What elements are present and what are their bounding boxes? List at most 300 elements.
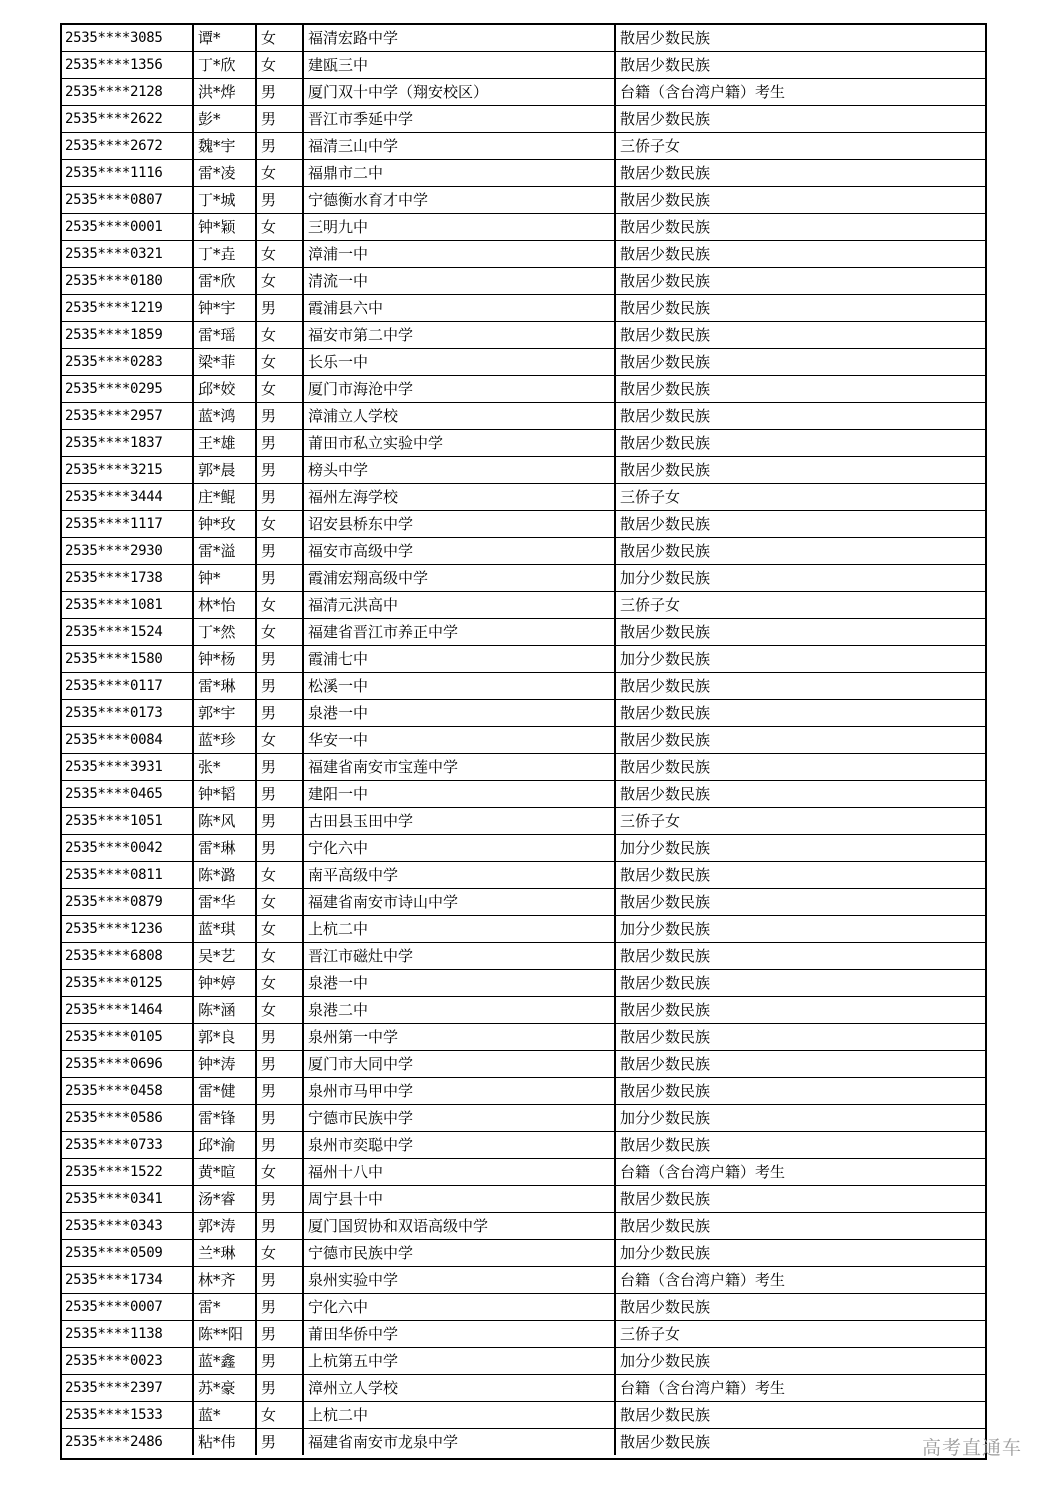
school-cell: 福安市高级中学: [303, 538, 615, 565]
roster-table-body: [62, 25, 985, 1455]
school-cell: 清流一中: [303, 268, 615, 295]
name-cell: 雷*琳: [193, 835, 256, 862]
category-cell: 三侨子女: [615, 592, 985, 619]
candidate-id-cell: 2535****0811: [62, 862, 193, 889]
table-row: [62, 970, 985, 997]
table-row: [62, 25, 985, 52]
candidate-id-cell: 2535****1533: [62, 1402, 193, 1429]
gender-cell: 男: [256, 835, 303, 862]
school-cell: 榜头中学: [303, 457, 615, 484]
candidate-id-cell: 2535****1116: [62, 160, 193, 187]
school-cell: 厦门国贸协和双语高级中学: [303, 1213, 615, 1240]
candidate-id-cell: 2535****3444: [62, 484, 193, 511]
candidate-id-cell: 2535****0180: [62, 268, 193, 295]
table-row: [62, 1186, 985, 1213]
candidate-id-cell: 2535****2672: [62, 133, 193, 160]
candidate-id-cell: 2535****0341: [62, 1186, 193, 1213]
table-row: [62, 808, 985, 835]
gender-cell: 男: [256, 646, 303, 673]
watermark-text: 高考直通车: [921, 1437, 1022, 1459]
name-cell: 苏*豪: [193, 1375, 256, 1402]
gender-cell: 女: [256, 592, 303, 619]
table-row: [62, 997, 985, 1024]
category-cell: 散居少数民族: [615, 1213, 985, 1240]
gender-cell: 男: [256, 1348, 303, 1375]
school-cell: 南平高级中学: [303, 862, 615, 889]
candidate-id-cell: 2535****3215: [62, 457, 193, 484]
name-cell: 雷*瑶: [193, 322, 256, 349]
school-cell: 古田县玉田中学: [303, 808, 615, 835]
name-cell: 丁*欣: [193, 52, 256, 79]
school-cell: 厦门双十中学（翔安校区）: [303, 79, 615, 106]
candidate-id-cell: 2535****1236: [62, 916, 193, 943]
category-cell: 散居少数民族: [615, 943, 985, 970]
candidate-id-cell: 2535****0125: [62, 970, 193, 997]
roster-sheet: [60, 23, 987, 1460]
category-cell: 加分少数民族: [615, 565, 985, 592]
name-cell: 钟*杨: [193, 646, 256, 673]
candidate-id-cell: 2535****0879: [62, 889, 193, 916]
gender-cell: 男: [256, 79, 303, 106]
name-cell: 粘*伟: [193, 1429, 256, 1456]
table-row: [62, 403, 985, 430]
table-row: [62, 727, 985, 754]
school-cell: 建瓯三中: [303, 52, 615, 79]
table-row: [62, 700, 985, 727]
gender-cell: 女: [256, 511, 303, 538]
name-cell: 钟*韬: [193, 781, 256, 808]
name-cell: 雷*欣: [193, 268, 256, 295]
table-row: [62, 1375, 985, 1402]
table-row: [62, 1132, 985, 1159]
school-cell: 晋江市季延中学: [303, 106, 615, 133]
school-cell: 泉州第一中学: [303, 1024, 615, 1051]
gender-cell: 男: [256, 106, 303, 133]
name-cell: 郭*晨: [193, 457, 256, 484]
table-row: [62, 511, 985, 538]
category-cell: 散居少数民族: [615, 1132, 985, 1159]
candidate-id-cell: 2535****2622: [62, 106, 193, 133]
name-cell: 彭*: [193, 106, 256, 133]
category-cell: 散居少数民族: [615, 700, 985, 727]
gender-cell: 男: [256, 673, 303, 700]
name-cell: 丁*城: [193, 187, 256, 214]
category-cell: 散居少数民族: [615, 862, 985, 889]
gender-cell: 女: [256, 349, 303, 376]
category-cell: 散居少数民族: [615, 295, 985, 322]
table-row: [62, 52, 985, 79]
table-row: [62, 835, 985, 862]
candidate-id-cell: 2535****2397: [62, 1375, 193, 1402]
name-cell: 雷*琳: [193, 673, 256, 700]
candidate-id-cell: 2535****0117: [62, 673, 193, 700]
gender-cell: 男: [256, 1213, 303, 1240]
category-cell: 散居少数民族: [615, 403, 985, 430]
table-row: [62, 754, 985, 781]
category-cell: 散居少数民族: [615, 160, 985, 187]
category-cell: 散居少数民族: [615, 781, 985, 808]
candidate-id-cell: 2535****1464: [62, 997, 193, 1024]
school-cell: 霞浦宏翔高级中学: [303, 565, 615, 592]
gender-cell: 男: [256, 781, 303, 808]
candidate-id-cell: 2535****6808: [62, 943, 193, 970]
gender-cell: 男: [256, 1024, 303, 1051]
candidate-id-cell: 2535****0465: [62, 781, 193, 808]
gender-cell: 女: [256, 889, 303, 916]
table-row: [62, 133, 985, 160]
name-cell: 钟*婷: [193, 970, 256, 997]
school-cell: 建阳一中: [303, 781, 615, 808]
school-cell: 华安一中: [303, 727, 615, 754]
gender-cell: 女: [256, 1402, 303, 1429]
name-cell: 陈*潞: [193, 862, 256, 889]
school-cell: 上杭二中: [303, 1402, 615, 1429]
candidate-id-cell: 2535****0509: [62, 1240, 193, 1267]
gender-cell: 男: [256, 1267, 303, 1294]
name-cell: 林*怡: [193, 592, 256, 619]
gender-cell: 女: [256, 727, 303, 754]
candidate-id-cell: 2535****3931: [62, 754, 193, 781]
gender-cell: 男: [256, 1051, 303, 1078]
table-row: [62, 1159, 985, 1186]
name-cell: 蓝*琪: [193, 916, 256, 943]
school-cell: 福建省晋江市养正中学: [303, 619, 615, 646]
category-cell: 散居少数民族: [615, 511, 985, 538]
name-cell: 雷*凌: [193, 160, 256, 187]
school-cell: 漳浦一中: [303, 241, 615, 268]
candidate-id-cell: 2535****2930: [62, 538, 193, 565]
gender-cell: 女: [256, 1240, 303, 1267]
name-cell: 陈*涵: [193, 997, 256, 1024]
name-cell: 雷*: [193, 1294, 256, 1321]
gender-cell: 男: [256, 484, 303, 511]
category-cell: 散居少数民族: [620, 1433, 711, 1451]
roster-table: [62, 25, 985, 1455]
category-cell: 加分少数民族: [615, 1348, 985, 1375]
school-cell: 泉州市奕聪中学: [303, 1132, 615, 1159]
name-cell: 黄*暄: [193, 1159, 256, 1186]
table-row: [62, 484, 985, 511]
category-cell: 台籍（含台湾户籍）考生: [615, 1159, 985, 1186]
category-cell: 散居少数民族: [615, 322, 985, 349]
school-cell: 宁化六中: [303, 835, 615, 862]
candidate-id-cell: 2535****1580: [62, 646, 193, 673]
school-cell: 泉港一中: [303, 970, 615, 997]
table-row: [62, 916, 985, 943]
category-cell: 散居少数民族: [615, 538, 985, 565]
table-row: [62, 1105, 985, 1132]
table-row: [62, 1348, 985, 1375]
gender-cell: 男: [256, 1294, 303, 1321]
name-cell: 张*: [193, 754, 256, 781]
gender-cell: 男: [256, 1375, 303, 1402]
school-cell: 霞浦县六中: [303, 295, 615, 322]
name-cell: 梁*菲: [193, 349, 256, 376]
candidate-id-cell: 2535****2957: [62, 403, 193, 430]
candidate-id-cell: 2535****1738: [62, 565, 193, 592]
name-cell: 蓝*: [193, 1402, 256, 1429]
table-row: [62, 241, 985, 268]
gender-cell: 男: [256, 403, 303, 430]
table-row: [62, 1294, 985, 1321]
gender-cell: 女: [256, 376, 303, 403]
candidate-id-cell: 2535****1051: [62, 808, 193, 835]
category-cell: 散居少数民族: [615, 727, 985, 754]
category-cell: 散居少数民族: [615, 970, 985, 997]
candidate-id-cell: 2535****1734: [62, 1267, 193, 1294]
category-cell: 三侨子女: [615, 484, 985, 511]
name-cell: 邱*渝: [193, 1132, 256, 1159]
table-row: [62, 538, 985, 565]
candidate-id-cell: 2535****0458: [62, 1078, 193, 1105]
gender-cell: 女: [256, 997, 303, 1024]
table-row: [62, 1267, 985, 1294]
gender-cell: 男: [256, 700, 303, 727]
name-cell: 雷*锋: [193, 1105, 256, 1132]
gender-cell: 男: [256, 565, 303, 592]
category-cell: 散居少数民族: [615, 1402, 985, 1429]
category-cell: 散居少数民族: [615, 187, 985, 214]
name-cell: 钟*宇: [193, 295, 256, 322]
school-cell: 宁化六中: [303, 1294, 615, 1321]
category-cell: 散居少数民族: [615, 457, 985, 484]
category-cell: 台籍（含台湾户籍）考生: [615, 1375, 985, 1402]
candidate-id-cell: 2535****0084: [62, 727, 193, 754]
candidate-id-cell: 2535****0173: [62, 700, 193, 727]
name-cell: 谭*: [193, 25, 256, 52]
table-row: [62, 1321, 985, 1348]
school-cell: 莆田市私立实验中学: [303, 430, 615, 457]
school-cell: 福安市第二中学: [303, 322, 615, 349]
table-row: [62, 457, 985, 484]
category-cell: 散居少数民族: [615, 754, 985, 781]
school-cell: 周宁县十中: [303, 1186, 615, 1213]
candidate-id-cell: 2535****1138: [62, 1321, 193, 1348]
category-cell: 散居少数民族: [615, 214, 985, 241]
candidate-id-cell: 2535****2128: [62, 79, 193, 106]
category-cell: 散居少数民族: [615, 106, 985, 133]
school-cell: 福建省南安市宝莲中学: [303, 754, 615, 781]
name-cell: 庄*鲲: [193, 484, 256, 511]
school-cell: 福清元洪高中: [303, 592, 615, 619]
school-cell: 厦门市大同中学: [303, 1051, 615, 1078]
category-cell: 散居少数民族: [615, 1078, 985, 1105]
gender-cell: 女: [256, 241, 303, 268]
candidate-id-cell: 2535****2486: [62, 1429, 193, 1456]
gender-cell: 男: [256, 133, 303, 160]
table-row: [62, 1213, 985, 1240]
school-cell: 漳州立人学校: [303, 1375, 615, 1402]
gender-cell: 男: [256, 1078, 303, 1105]
name-cell: 蓝*鸿: [193, 403, 256, 430]
candidate-id-cell: 2535****0283: [62, 349, 193, 376]
category-cell: 加分少数民族: [615, 1240, 985, 1267]
name-cell: 蓝*珍: [193, 727, 256, 754]
table-row: [62, 214, 985, 241]
school-cell: 上杭二中: [303, 916, 615, 943]
gender-cell: 男: [256, 1429, 303, 1456]
name-cell: 雷*华: [193, 889, 256, 916]
school-cell: 晋江市磁灶中学: [303, 943, 615, 970]
gender-cell: 男: [256, 1321, 303, 1348]
school-cell: 宁德衡水育才中学: [303, 187, 615, 214]
name-cell: 兰*琳: [193, 1240, 256, 1267]
gender-cell: 男: [256, 1186, 303, 1213]
school-cell: 福州十八中: [303, 1159, 615, 1186]
name-cell: 魏*宇: [193, 133, 256, 160]
gender-cell: 男: [256, 295, 303, 322]
gender-cell: 男: [256, 457, 303, 484]
gender-cell: 女: [256, 52, 303, 79]
category-cell: 散居少数民族: [615, 997, 985, 1024]
name-cell: 郭*涛: [193, 1213, 256, 1240]
category-cell: 散居少数民族: [615, 619, 985, 646]
candidate-id-cell: 2535****1522: [62, 1159, 193, 1186]
category-cell: 加分少数民族: [615, 1105, 985, 1132]
category-cell: 散居少数民族: [615, 1186, 985, 1213]
category-cell: 三侨子女: [615, 133, 985, 160]
category-cell: 三侨子女: [615, 1321, 985, 1348]
name-cell: 王*雄: [193, 430, 256, 457]
gender-cell: 女: [256, 268, 303, 295]
candidate-id-cell: 2535****0807: [62, 187, 193, 214]
table-row: [62, 943, 985, 970]
school-cell: 宁德市民族中学: [303, 1105, 615, 1132]
gender-cell: 男: [256, 430, 303, 457]
name-cell: 蓝*鑫: [193, 1348, 256, 1375]
candidate-id-cell: 2535****1081: [62, 592, 193, 619]
school-cell: 莆田华侨中学: [303, 1321, 615, 1348]
gender-cell: 女: [256, 1159, 303, 1186]
name-cell: 钟*颖: [193, 214, 256, 241]
candidate-id-cell: 2535****0586: [62, 1105, 193, 1132]
candidate-id-cell: 2535****1117: [62, 511, 193, 538]
school-cell: 长乐一中: [303, 349, 615, 376]
candidate-id-cell: 2535****1356: [62, 52, 193, 79]
gender-cell: 女: [256, 943, 303, 970]
school-cell: 福建省南安市龙泉中学: [303, 1429, 615, 1456]
table-row: [62, 862, 985, 889]
category-cell: 散居少数民族: [615, 241, 985, 268]
table-row: [62, 1024, 985, 1051]
category-cell: 散居少数民族: [615, 889, 985, 916]
table-row: [62, 268, 985, 295]
table-row: [62, 1429, 985, 1456]
candidate-id-cell: 2535****1219: [62, 295, 193, 322]
category-cell: 散居少数民族: [615, 376, 985, 403]
candidate-id-cell: 2535****0007: [62, 1294, 193, 1321]
name-cell: 丁*然: [193, 619, 256, 646]
category-cell: 散居少数民族: [615, 430, 985, 457]
candidate-id-cell: 2535****0696: [62, 1051, 193, 1078]
gender-cell: 男: [256, 187, 303, 214]
name-cell: 丁*垚: [193, 241, 256, 268]
table-row: [62, 322, 985, 349]
candidate-id-cell: 2535****1859: [62, 322, 193, 349]
name-cell: 雷*健: [193, 1078, 256, 1105]
table-row: [62, 1078, 985, 1105]
table-row: [62, 1240, 985, 1267]
name-cell: 钟*玫: [193, 511, 256, 538]
gender-cell: 女: [256, 322, 303, 349]
school-cell: 厦门市海沧中学: [303, 376, 615, 403]
table-row: [62, 889, 985, 916]
name-cell: 陈*风: [193, 808, 256, 835]
candidate-id-cell: 2535****0343: [62, 1213, 193, 1240]
table-row: [62, 349, 985, 376]
name-cell: 陈**阳: [193, 1321, 256, 1348]
table-row: [62, 187, 985, 214]
name-cell: 邱*姣: [193, 376, 256, 403]
table-row: [62, 1051, 985, 1078]
candidate-id-cell: 2535****0321: [62, 241, 193, 268]
school-cell: 宁德市民族中学: [303, 1240, 615, 1267]
table-row: [62, 673, 985, 700]
school-cell: 松溪一中: [303, 673, 615, 700]
table-row: [62, 1402, 985, 1429]
name-cell: 郭*宇: [193, 700, 256, 727]
category-cell: 散居少数民族: [615, 1024, 985, 1051]
table-row: [62, 376, 985, 403]
gender-cell: 男: [256, 1132, 303, 1159]
gender-cell: 男: [256, 538, 303, 565]
school-cell: 福州左海学校: [303, 484, 615, 511]
candidate-id-cell: 2535****0295: [62, 376, 193, 403]
category-cell: 三侨子女: [615, 808, 985, 835]
school-cell: 泉港一中: [303, 700, 615, 727]
table-row: [62, 106, 985, 133]
candidate-id-cell: 2535****0733: [62, 1132, 193, 1159]
table-row: [62, 565, 985, 592]
gender-cell: 女: [256, 862, 303, 889]
candidate-id-cell: 2535****0042: [62, 835, 193, 862]
school-cell: 福建省南安市诗山中学: [303, 889, 615, 916]
name-cell: 郭*良: [193, 1024, 256, 1051]
name-cell: 洪*烨: [193, 79, 256, 106]
candidate-id-cell: 2535****1837: [62, 430, 193, 457]
gender-cell: 女: [256, 214, 303, 241]
candidate-id-cell: 2535****0023: [62, 1348, 193, 1375]
category-cell: 散居少数民族: [615, 52, 985, 79]
gender-cell: 男: [256, 754, 303, 781]
school-cell: 霞浦七中: [303, 646, 615, 673]
table-row: [62, 619, 985, 646]
category-cell: 散居少数民族: [615, 1294, 985, 1321]
table-row: [62, 160, 985, 187]
name-cell: 汤*睿: [193, 1186, 256, 1213]
gender-cell: 女: [256, 160, 303, 187]
table-row: [62, 430, 985, 457]
school-cell: 上杭第五中学: [303, 1348, 615, 1375]
gender-cell: 女: [256, 970, 303, 997]
category-cell: 加分少数民族: [615, 916, 985, 943]
category-cell: 散居少数民族: [615, 268, 985, 295]
table-row: [62, 646, 985, 673]
category-cell: 散居少数民族: [615, 1051, 985, 1078]
category-cell: 台籍（含台湾户籍）考生: [615, 79, 985, 106]
school-cell: 泉港二中: [303, 997, 615, 1024]
candidate-id-cell: 2535****0001: [62, 214, 193, 241]
candidate-id-cell: 2535****0105: [62, 1024, 193, 1051]
school-cell: 福清三山中学: [303, 133, 615, 160]
candidate-id-cell: 2535****3085: [62, 25, 193, 52]
category-cell: 散居少数民族: [615, 25, 985, 52]
school-cell: 福清宏路中学: [303, 25, 615, 52]
category-cell: 台籍（含台湾户籍）考生: [615, 1267, 985, 1294]
school-cell: 泉州实验中学: [303, 1267, 615, 1294]
name-cell: 林*齐: [193, 1267, 256, 1294]
category-cell: 散居少数民族: [615, 349, 985, 376]
